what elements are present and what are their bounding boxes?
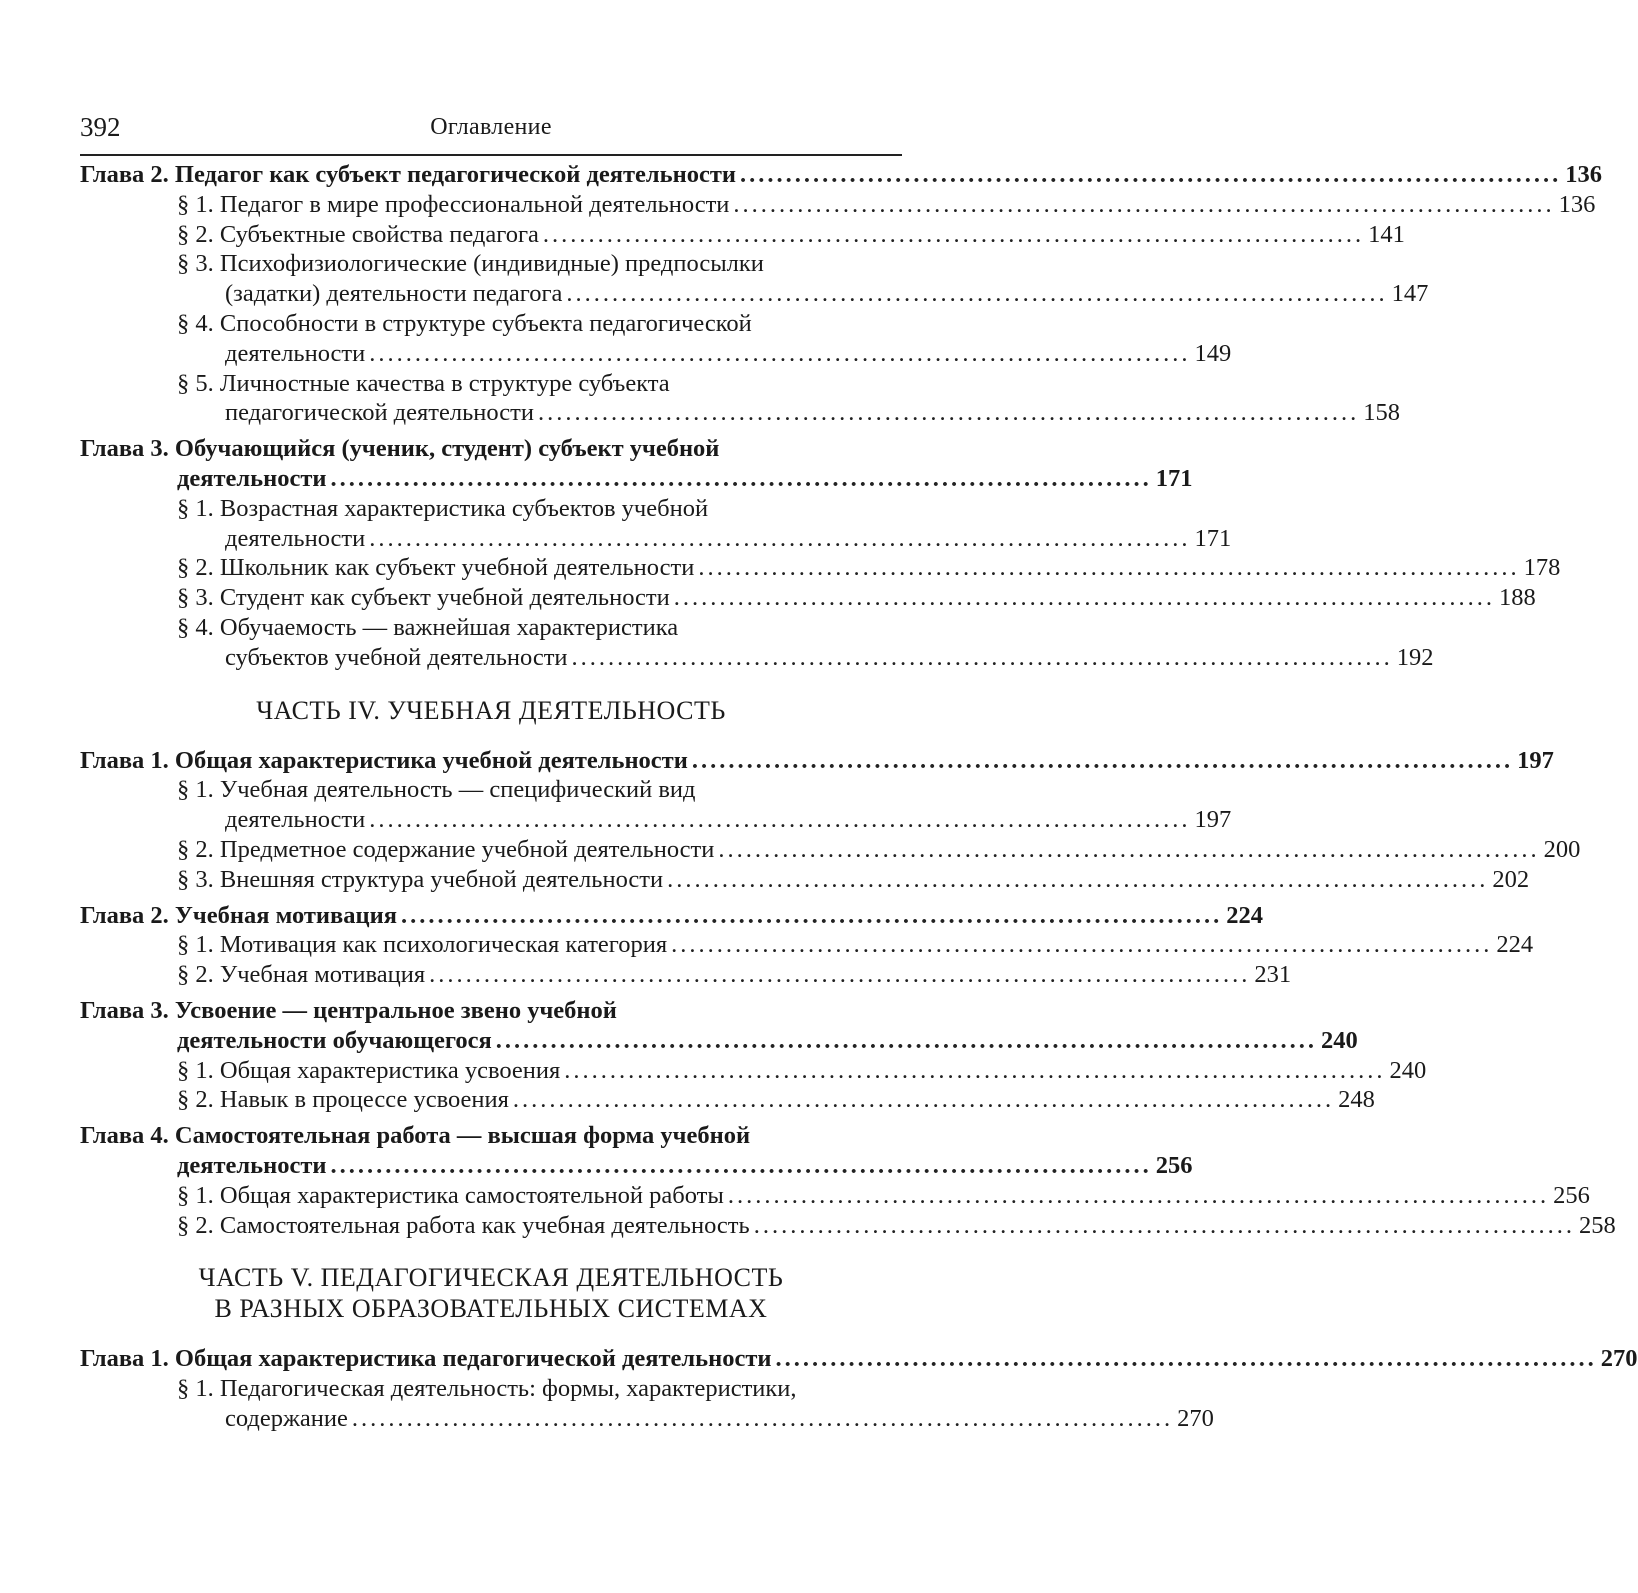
toc-section-entry: § 1. Возрастная характеристика субъектов учебной (177, 494, 709, 522)
toc-chapter-entry: Глава 2. Учебная мотивация .......................................................................................... 224 (80, 901, 1264, 929)
dot-leader: .......................................................................................... (753, 1211, 1575, 1239)
part-heading: ЧАСТЬ IV. УЧЕБНАЯ ДЕЯТЕЛЬНОСТЬ (256, 695, 726, 725)
toc-section-entry: § 1. Учебная деятельность — специфический вид (177, 776, 696, 804)
toc-section-entry: § 2. Учебная мотивация .......................................................................................... 231 (177, 961, 1292, 989)
toc-chapter-entry: Глава 1. Общая характеристика учебной деятельности .......................................................................................... 197 (80, 746, 1554, 774)
dot-leader: .......................................................................................... (564, 1056, 1386, 1084)
toc-section-entry-cont: деятельности .......................................................................................... 197 (225, 806, 1232, 834)
toc-section-entry: § 4. Способности в структуре субъекта педагогической (177, 309, 752, 337)
dot-leader: .......................................................................................... (369, 524, 1191, 552)
toc-chapter-entry: Глава 2. Педагог как субъект педагогической деятельности .......................................................................................... 136 (80, 161, 1602, 188)
toc-section-entry: § 3. Студент как субъект учебной деятельности .......................................................................................... 188 (177, 584, 1536, 612)
dot-leader: .......................................................................................... (739, 161, 1562, 188)
table-of-contents (80, 160, 1638, 1434)
toc-section-entry: § 5. Личностные качества в структуре субъекта (177, 369, 670, 397)
dot-leader: .......................................................................................... (330, 1151, 1152, 1179)
dot-leader: .......................................................................................... (330, 464, 1152, 492)
page-number: 392 (80, 112, 121, 142)
dot-leader: .......................................................................................... (571, 643, 1393, 671)
toc-section-entry: § 1. Общая характеристика усвоения .......................................................................................... 240 (177, 1056, 1427, 1084)
toc-section-entry: § 1. Общая характеристика самостоятельной работы .......................................................................................... 256 (177, 1181, 1590, 1209)
dot-leader: .......................................................................................... (512, 1086, 1335, 1114)
toc-chapter-entry: Глава 3. Усвоение — центральное звено учебной (80, 996, 617, 1024)
toc-section-entry: § 2. Школьник как субъект учебной деятельности .......................................................................................... 178 (177, 554, 1561, 582)
dot-leader: .......................................................................................... (542, 220, 1365, 248)
dot-leader: .......................................................................................... (429, 961, 1251, 989)
dot-leader: .......................................................................................... (775, 1345, 1597, 1373)
dot-leader: .......................................................................................... (673, 584, 1496, 612)
header-rule (80, 154, 902, 156)
toc-section-entry-cont: деятельности .......................................................................................... 149 (225, 339, 1232, 367)
toc-section-entry: § 3. Психофизиологические (индивидные) предпосылки (177, 250, 764, 278)
dot-leader: .......................................................................................... (351, 1404, 1174, 1432)
dot-leader: .......................................................................................... (667, 865, 1489, 893)
dot-leader: .......................................................................................... (537, 399, 1360, 427)
toc-section-entry: § 3. Внешняя структура учебной деятельности .......................................................................................... 202 (177, 865, 1530, 893)
dot-leader: .......................................................................................... (691, 746, 1514, 774)
toc-chapter-entry-cont: деятельности .......................................................................................... 256 (177, 1151, 1193, 1179)
toc-section-entry: § 2. Навык в процессе усвоения .......................................................................................... 248 (177, 1086, 1375, 1114)
toc-section-entry-cont: содержание .......................................................................................... 270 (225, 1404, 1214, 1432)
dot-leader: .......................................................................................... (401, 901, 1223, 929)
toc-section-entry: § 1. Педагог в мире профессиональной деятельности .......................................................................................... 136 (177, 190, 1596, 218)
dot-leader: .......................................................................................... (718, 835, 1540, 863)
dot-leader: .......................................................................................... (369, 806, 1191, 834)
toc-section-entry: § 2. Самостоятельная работа как учебная деятельность .......................................................................................... 258 (177, 1211, 1616, 1239)
toc-section-entry: § 4. Обучаемость — важнейшая характеристика (177, 613, 679, 641)
toc-section-entry-cont: педагогической деятельности .......................................................................................... 158 (225, 399, 1400, 427)
dot-leader: .......................................................................................... (727, 1181, 1550, 1209)
toc-chapter-entry: Глава 4. Самостоятельная работа — высшая форма учебной (80, 1122, 751, 1150)
dot-leader: .......................................................................................... (698, 554, 1520, 582)
dot-leader: .......................................................................................... (566, 280, 1388, 308)
part-heading: ЧАСТЬ V. ПЕДАГОГИЧЕСКАЯ ДЕЯТЕЛЬНОСТЬ (198, 1263, 784, 1293)
dot-leader: .......................................................................................... (733, 190, 1555, 218)
toc-section-entry: § 2. Предметное содержание учебной деятельности .......................................................................................... 200 (177, 835, 1581, 863)
toc-chapter-entry: Глава 3. Обучающийся (ученик, студент) субъект учебной (80, 435, 720, 463)
toc-chapter-entry-cont: деятельности обучающегося .......................................................................................... 240 (177, 1026, 1358, 1054)
dot-leader: .......................................................................................... (369, 339, 1191, 367)
running-title: Оглавление (430, 114, 552, 140)
toc-chapter-entry: Глава 1. Общая характеристика педагогической деятельности .......................................................................................... 270 (80, 1345, 1638, 1373)
toc-chapter-entry-cont: деятельности .......................................................................................... 171 (177, 464, 1193, 492)
part-heading-cont: В РАЗНЫХ ОБРАЗОВАТЕЛЬНЫХ СИСТЕМАХ (214, 1294, 768, 1324)
toc-section-entry-cont: субъектов учебной деятельности .......................................................................................... 192 (225, 643, 1434, 671)
toc-section-entry: § 1. Педагогическая деятельность: формы, характеристики, (177, 1375, 797, 1403)
toc-section-entry-cont: деятельности .......................................................................................... 171 (225, 524, 1232, 552)
running-header (80, 106, 902, 146)
toc-section-entry: § 2. Субъектные свойства педагога .......................................................................................... 141 (177, 220, 1405, 248)
toc-section-entry: § 1. Мотивация как психологическая категория .......................................................................................... 224 (177, 931, 1534, 959)
dot-leader: .......................................................................................... (495, 1026, 1317, 1054)
toc-section-entry-cont: (задатки) деятельности педагога .......................................................................................... 147 (225, 280, 1429, 308)
dot-leader: .......................................................................................... (671, 931, 1493, 959)
